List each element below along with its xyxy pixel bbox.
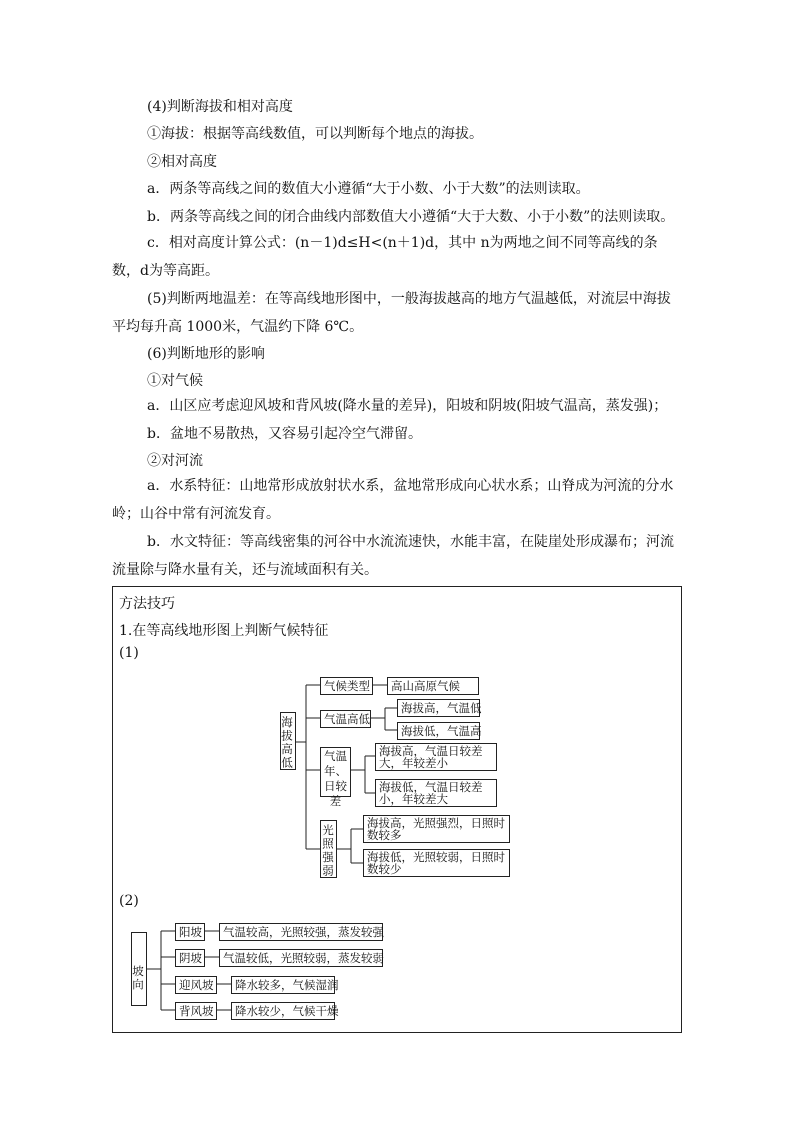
paragraph-river-a: a．水系特征：山地常形成放射状水系，盆地常形成向心状水系；山脊成为河流的分水岭；山谷中常有河流发育。 — [112, 478, 674, 522]
method-box-subtitle: 1.在等高线地形图上判断气候特征 — [119, 623, 329, 639]
paragraph-altitude: ①海拔：根据等高线数值，可以判断每个地点的海拔。 — [147, 126, 483, 142]
diagram2-leaf-shady-slope: 气温较低，光照较弱，蒸发较弱 — [219, 949, 383, 967]
diagram2-root-aspect: 坡向 — [131, 932, 147, 1006]
diagram2-node-leeward-slope: 背风坡 — [175, 1002, 217, 1020]
diagram2-label: (2) — [119, 893, 139, 909]
heading-altitude: (4)判断海拔和相对高度 — [147, 99, 293, 115]
diagram1-node-sunlight: 光照强弱 — [320, 820, 337, 878]
diagram2-node-sunny-slope: 阳坡 — [175, 923, 205, 941]
diagram1-node-temperature: 气温高低 — [320, 710, 371, 728]
paragraph-river-b: b．水文特征：等高线密集的河谷中水流流速快，水能丰富，在陡崖处形成瀑布；河流流量除与降水量有关，还与流域面积有关。 — [112, 534, 674, 578]
method-box-title: 方法技巧 — [119, 596, 175, 612]
diagram1-root-altitude: 海拔高低 — [280, 712, 296, 770]
heading-climate: ①对气候 — [147, 373, 203, 389]
heading-river: ②对河流 — [147, 453, 203, 469]
diagram1-leaf-range-high: 海拔高，气温日较差大，年较差小 — [375, 743, 497, 771]
diagram1-node-temp-range: 气温年、日较差 — [320, 747, 351, 797]
diagram1-leaf-range-low: 海拔低，气温日较差小，年较差大 — [375, 779, 497, 807]
diagram1-leaf-sun-low: 海拔低，光照较弱，日照时数较少 — [363, 849, 510, 877]
diagram1-leaf-sun-high: 海拔高，光照强烈，日照时数较多 — [363, 815, 510, 843]
heading-terrain-influence: (6)判断地形的影响 — [147, 346, 265, 362]
diagram2-node-shady-slope: 阴坡 — [175, 949, 205, 967]
diagram2-leaf-sunny-slope: 气温较高，光照较强，蒸发较强 — [219, 923, 383, 941]
heading-relative-height: ②相对高度 — [147, 154, 217, 170]
diagram1-leaf-temp-low: 海拔低，气温高 — [397, 722, 480, 740]
diagram1-label: (1) — [119, 645, 139, 661]
paragraph-rule-b: b．两条等高线之间的闭合曲线内部数值大小遵循“大于大数、小于小数”的法则读取。 — [147, 209, 675, 225]
diagram1-leaf-temp-high: 海拔高，气温低 — [397, 699, 480, 717]
diagram2-node-windward-slope: 迎风坡 — [175, 976, 217, 994]
paragraph-rule-a: a．两条等高线之间的数值大小遵循“大于小数、小于大数”的法则读取。 — [147, 181, 590, 197]
method-box — [112, 586, 682, 1033]
diagram2-leaf-windward-slope: 降水较多，气候湿润 — [231, 976, 335, 994]
diagram1-leaf-highland-climate: 高山高原气候 — [387, 677, 479, 695]
paragraph-climate-b: b．盆地不易散热，又容易引起冷空气滞留。 — [147, 426, 422, 442]
paragraph-climate-a: a．山区应考虑迎风坡和背风坡(降水量的差异)，阳坡和阴坡(阳坡气温高，蒸发强)； — [147, 398, 668, 414]
diagram2-leaf-leeward-slope: 降水较少，气候干燥 — [231, 1002, 335, 1020]
paragraph-temperature: (5)判断两地温差：在等高线地形图中，一般海拔越高的地方气温越低，对流层中海拔平均每升高 1000米，气温约下降 6℃。 — [112, 291, 671, 335]
diagram1-node-climate-type: 气候类型 — [320, 677, 373, 695]
paragraph-formula: c．相对高度计算公式：(n－1)d≤H<(n＋1)d，其中 n为两地之间不同等高线的条数，d为等高距。 — [112, 235, 658, 279]
